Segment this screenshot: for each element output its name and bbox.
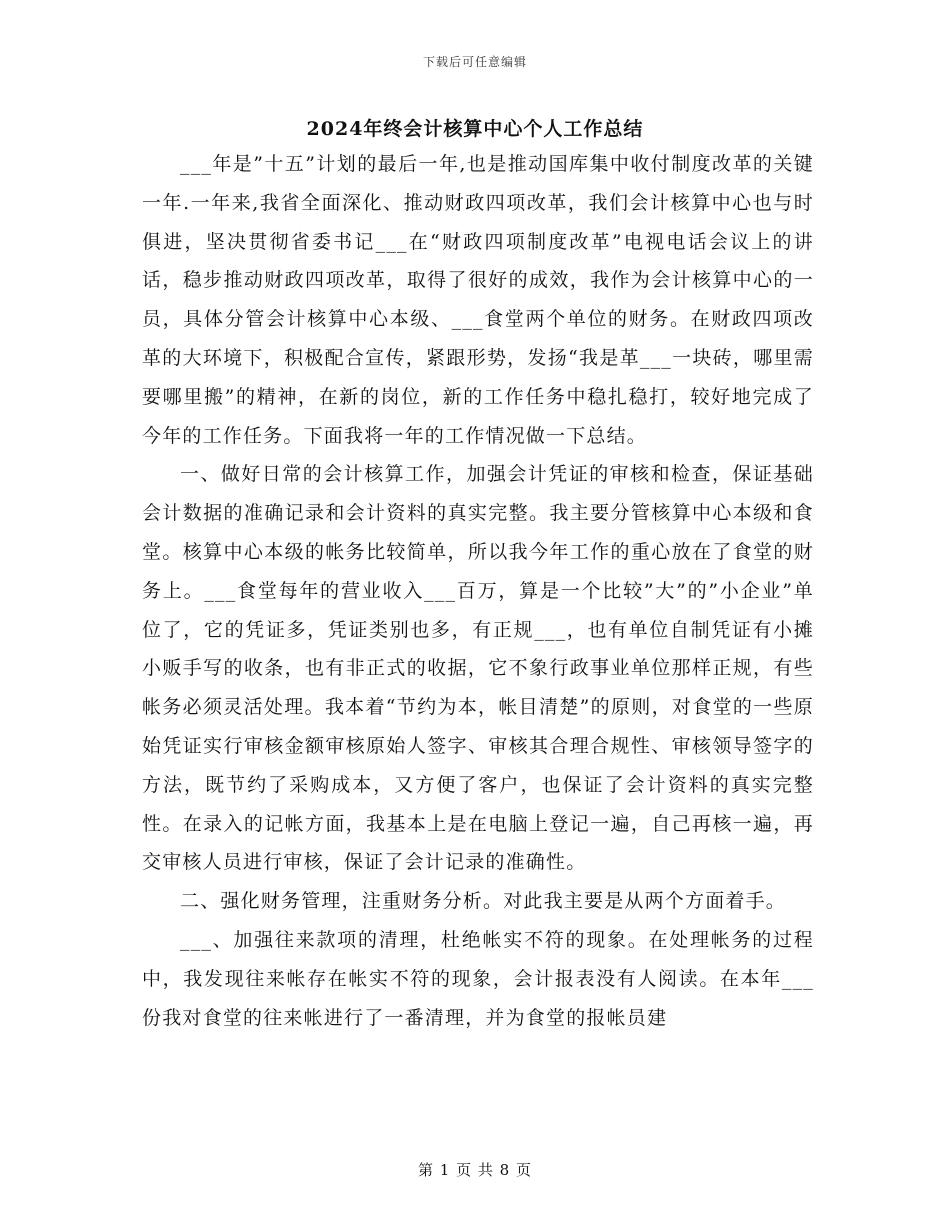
paragraph-intro: ___年是”十五”计划的最后一年,也是推动国库集中收付制度改革的关键一年.一年来,我省全面深化、推动财政四项改革，我们会计核算中心也与时俱进，坚决贯彻省委书记___在“财政四项制度改革”电视电话会议上的讲话，稳步推动财政四项改革，取得了很好的成效，我作为会计核算中心的一员，具体分管会计核算中心本级、___食堂两个单位的财务。在财政四项改革的大环境下，积极配合宣传，紧跟形势，发扬“我是革___一块砖，哪里需要哪里搬”的精神，在新的岗位，新的工作任务中稳扎稳打，较好地完成了今年的工作任务。下面我将一年的工作情况做一下总结。	[142, 153, 814, 447]
paragraph-section-one: 一、做好日常的会计核算工作，加强会计凭证的审核和检查，保证基础会计数据的准确记录和会计资料的真实完整。我主要分管核算中心本级和食堂。核算中心本级的帐务比较简单，所以我今年工作的重心放在了食堂的财务上。___食堂每年的营业收入___百万，算是一个比较”大”的”小企业”单位了，它的凭证多，凭证类别也多，有正规___，也有单位自制凭证有小摊小贩手写的收条，也有非正式的收据，它不象行政事业单位那样正规，有些帐务必须灵活处理。我本着“节约为本，帐目清楚”的原则，对食堂的一些原始凭证实行审核金额审核原始人签字、审核其合理合规性、审核领导签字的方法，既节约了采购成本，又方便了客户，也保证了会计资料的真实完整性。在录入的记帐方面，我基本上是在电脑上登记一遍，自己再核一遍，再交审核人员进行审核，保证了会计记录的准确性。	[142, 463, 814, 874]
paragraph-section-two: 二、强化财务管理，注重财务分析。对此我主要是从两个方面着手。	[180, 890, 787, 913]
document-body	[142, 145, 814, 1037]
page-header-note: 下载后可任意编辑	[422, 55, 527, 69]
document-title: 2024年终会计核算中心个人工作总结	[306, 118, 644, 140]
paragraph-section-two-point-one: ___、加强往来款项的清理，杜绝帐实不符的现象。在处理帐务的过程中，我发现往来帐存在帐实不符的现象，会计报表没有人阅读。在本年___份我对食堂的往来帐进行了一番清理，并为食堂的报帐员建	[142, 928, 814, 1029]
page-number-footer: 第 1 页 共 8 页	[418, 1161, 532, 1179]
